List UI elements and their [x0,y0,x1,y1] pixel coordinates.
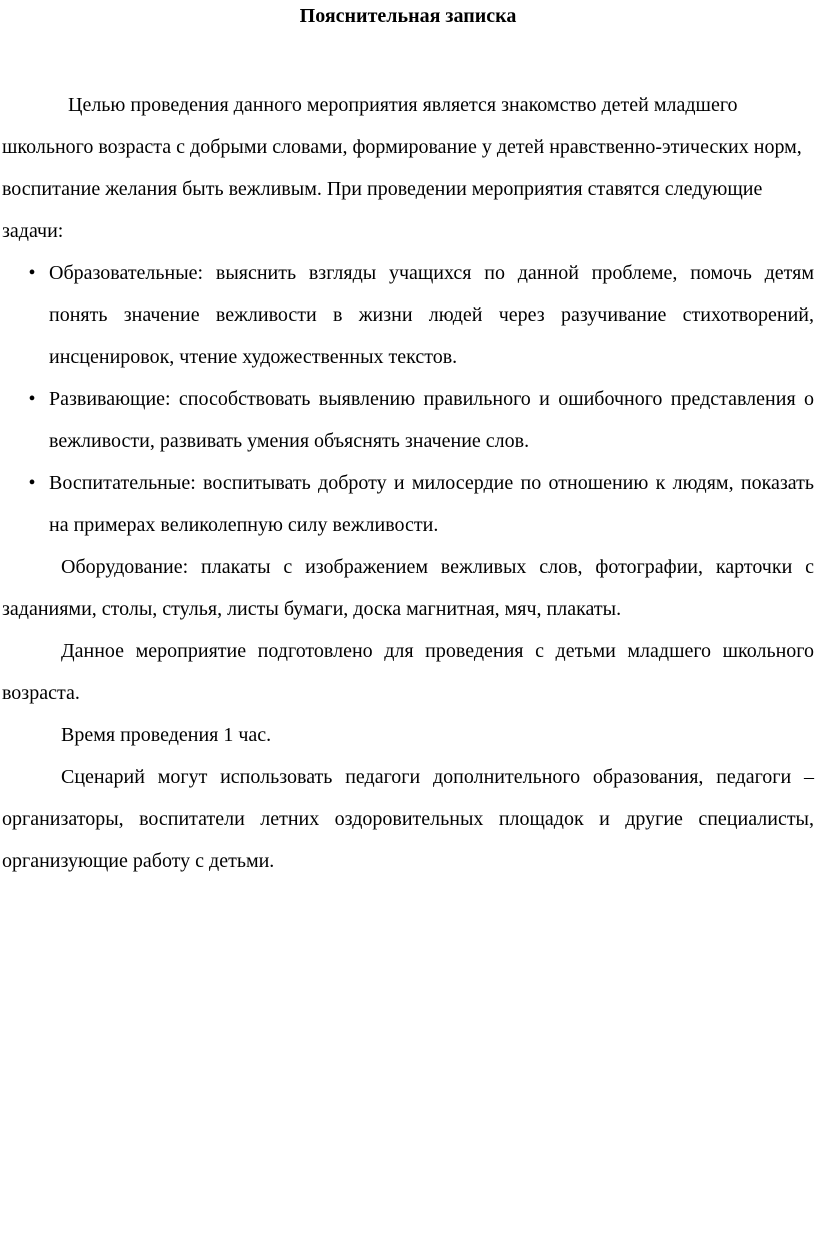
bullet-icon: • [28,472,36,494]
users-paragraph: Сценарий могут использовать педагоги дополнительного образования, педагоги – организаторы, воспитатели летних оздоровительных площадок и другие специалисты, организующие работу с детьми. [2,766,814,872]
task-item-educational [2,252,814,378]
duration-paragraph: Время проведения 1 час. [61,724,272,746]
tasks-list [2,252,814,546]
task-item-developmental [2,378,814,462]
intro-paragraph: Целью проведения данного мероприятия является знакомство детей младшего школьного возраста с добрыми словами, формирование у детей нравственно-этических норм, воспитание желания быть вежливым. При проведении мероприятия ставятся следующие задачи: [2,94,802,242]
bullet-icon: • [28,262,36,284]
document-title: Пояснительная записка [299,5,517,27]
task-item-upbringing [2,462,814,546]
audience-paragraph: Данное мероприятие подготовлено для проведения с детьми младшего школьного возраста. [2,640,814,704]
task-text: Развивающие: способствовать выявлению правильного и ошибочного представления о вежливости, развивать умения объяснять значение слов. [49,388,814,452]
task-text: Воспитательные: воспитывать доброту и милосердие по отношению к людям, показать на примерах великолепную силу вежливости. [49,472,814,536]
bullet-icon: • [28,388,36,410]
equipment-paragraph: Оборудование: плакаты с изображением вежливых слов, фотографии, карточки с заданиями, столы, стулья, листы бумаги, доска магнитная, мяч, плакаты. [2,556,814,620]
task-text: Образовательные: выяснить взгляды учащихся по данной проблеме, помочь детям понять значение вежливости в жизни людей через разучивание стихотворений, инсценировок, чтение художественных текстов. [49,262,814,368]
